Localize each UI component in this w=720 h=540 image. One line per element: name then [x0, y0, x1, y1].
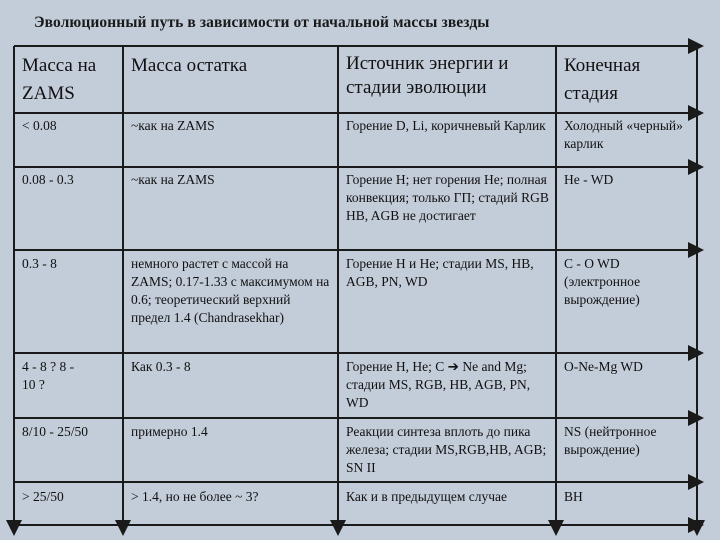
table-cell: 8/10 - 25/50 [22, 424, 88, 439]
table-cell: 4 - 8 ? 8 - 10 ? [22, 359, 75, 392]
table-cell: Горение H, He; C ➔ Ne and Mg; стадии MS, RGB, HB, AGB, PN, WD [346, 359, 531, 410]
table-cell: Как и в предыдущем случае [346, 489, 508, 504]
table-cell: Горение H и He; стадии MS, HB, AGB, PN, WD [346, 256, 534, 289]
table-cell: C - O WD (электронное вырождение) [564, 256, 641, 307]
header-energy-source: Источник энергии и стадии эволюции [346, 53, 509, 98]
table-cell: Холодный «черный» карлик [564, 118, 683, 151]
table-cell: Как 0.3 - 8 [131, 359, 191, 374]
table-cell: 0.08 - 0.3 [22, 172, 74, 187]
table-cell: примерно 1.4 [131, 424, 208, 439]
table-cell: ~как на ZAMS [131, 118, 215, 133]
table-cell: He - WD [564, 172, 614, 187]
header-zams-mass: Масса на ZAMS [22, 55, 97, 104]
table-cell: Реакции синтеза вплоть до пика железа; стадии MS,RGB,HB, AGB; SN II [346, 424, 547, 475]
table-cell: BH [564, 489, 583, 504]
table-cell: > 1.4, но не более ~ 3? [131, 489, 259, 504]
table-cell: O-Ne-Mg WD [564, 359, 643, 374]
header-remnant-mass: Масса остатка [131, 55, 248, 76]
header-final-stage: Конечная стадия [564, 55, 641, 104]
slide-title: Эволюционный путь в зависимости от начальной массы звезды [34, 14, 490, 31]
table-cell: NS (нейтронное вырождение) [564, 424, 657, 457]
table-cell: Горение D, Li, коричневый Карлик [346, 118, 546, 133]
table-cell: < 0.08 [22, 118, 57, 133]
table-cell: 0.3 - 8 [22, 256, 57, 271]
table-cell: Горение H; нет горения He; полная конвекция; только ГП; стадий RGB HB, AGB не достигает [346, 172, 549, 223]
table-cell: ~как на ZAMS [131, 172, 215, 187]
table-cell: немного растет с массой на ZAMS; 0.17-1.33 с максимумом на 0.6; теоретический верхний предел 1.4 (Chandrasekhar) [131, 256, 330, 325]
table-cell: > 25/50 [22, 489, 64, 504]
